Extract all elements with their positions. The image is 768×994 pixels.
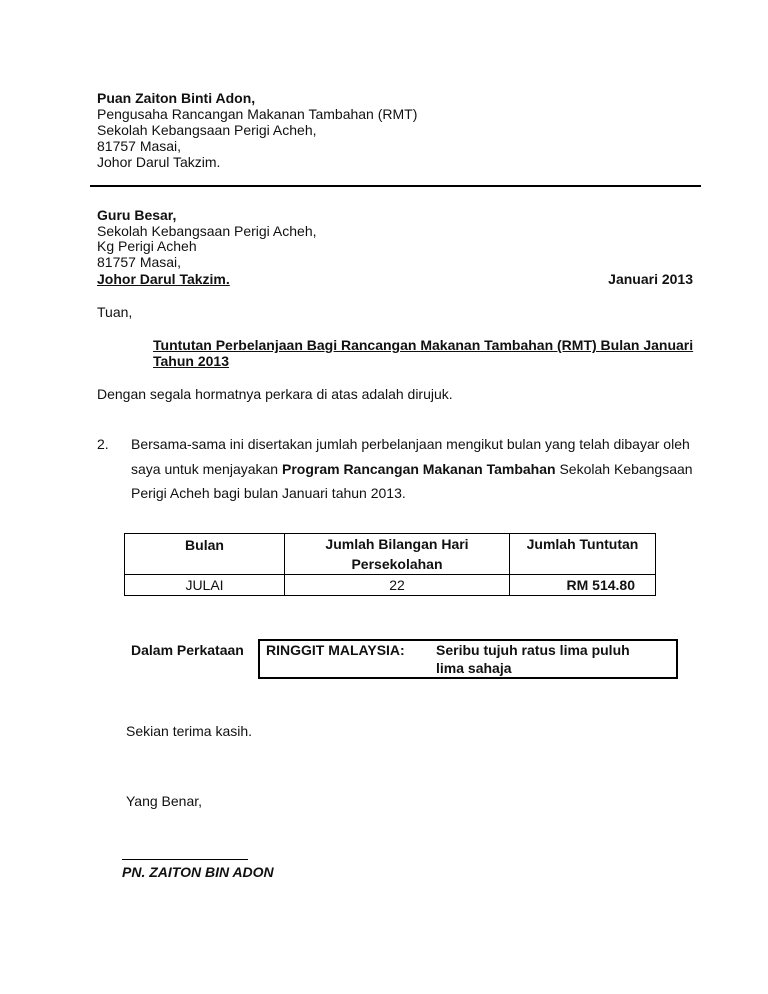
table-header-row	[125, 534, 656, 575]
header-line: Persekolahan	[351, 556, 443, 572]
table-row	[125, 575, 656, 596]
recipient-state: Johor Darul Takzim.	[97, 271, 230, 287]
sender-line: 81757 Masai,	[97, 138, 182, 154]
paragraph-line: Bersama-sama ini disertakan jumlah perbelanjaan mengikut bulan yang telah dibayar oleh	[131, 436, 690, 452]
header-bulan: Bulan	[125, 534, 285, 575]
letter-date: Januari 2013	[608, 271, 693, 287]
paragraph-line	[131, 461, 693, 477]
paragraph-text: Sekolah Kebangsaan	[555, 461, 693, 477]
sender-line: Pengusaha Rancangan Makanan Tambahan (RMT)	[97, 106, 418, 122]
cell-bulan: JULAI	[125, 575, 285, 596]
closing-thanks: Sekian terima kasih.	[126, 723, 253, 739]
paragraph-line: Perigi Acheh bagi bulan Januari tahun 2013.	[131, 485, 406, 501]
program-name: Program Rancangan Makanan Tambahan	[281, 461, 556, 477]
cell-jumlah-hari: 22	[285, 575, 510, 596]
recipient-line: 81757 Masai,	[97, 254, 182, 270]
salutation: Tuan,	[97, 304, 133, 320]
in-words-label: Dalam Perkataan	[131, 642, 244, 658]
subject-line: Tuntutan Perbelanjaan Bagi Rancangan Makanan Tambahan (RMT) Bulan Januari	[153, 337, 694, 353]
currency-label: RINGGIT MALAYSIA:	[266, 642, 405, 658]
paragraph-text: saya untuk menjayakan	[131, 461, 282, 477]
opening-paragraph: Dengan segala hormatnya perkara di atas adalah dirujuk.	[97, 386, 453, 402]
closing-yours: Yang Benar,	[126, 793, 203, 809]
paragraph-number: 2.	[97, 436, 109, 452]
in-words-box	[258, 639, 678, 679]
letterhead-divider	[90, 185, 701, 187]
header-jumlah-hari	[285, 534, 510, 575]
recipient-title: Guru Besar,	[97, 207, 177, 223]
signer-name: PN. ZAITON BIN ADON	[122, 864, 274, 880]
sender-line: Johor Darul Takzim.	[97, 154, 221, 170]
claims-table	[124, 533, 656, 596]
signature-line	[122, 859, 248, 860]
recipient-line: Sekolah Kebangsaan Perigi Acheh,	[97, 223, 317, 239]
header-line: Jumlah Bilangan Hari	[325, 536, 469, 552]
sender-line: Sekolah Kebangsaan Perigi Acheh,	[97, 122, 317, 138]
recipient-line: Kg Perigi Acheh	[97, 238, 197, 254]
amount-words-line: Seribu tujuh ratus lima puluh	[436, 642, 630, 658]
header-jumlah-tuntutan: Jumlah Tuntutan	[510, 534, 656, 575]
amount-words-line: lima sahaja	[436, 660, 512, 676]
sender-name: Puan Zaiton Binti Adon,	[97, 90, 256, 106]
subject-line: Tahun 2013	[153, 353, 229, 369]
cell-jumlah-tuntutan: RM 514.80	[510, 575, 656, 596]
